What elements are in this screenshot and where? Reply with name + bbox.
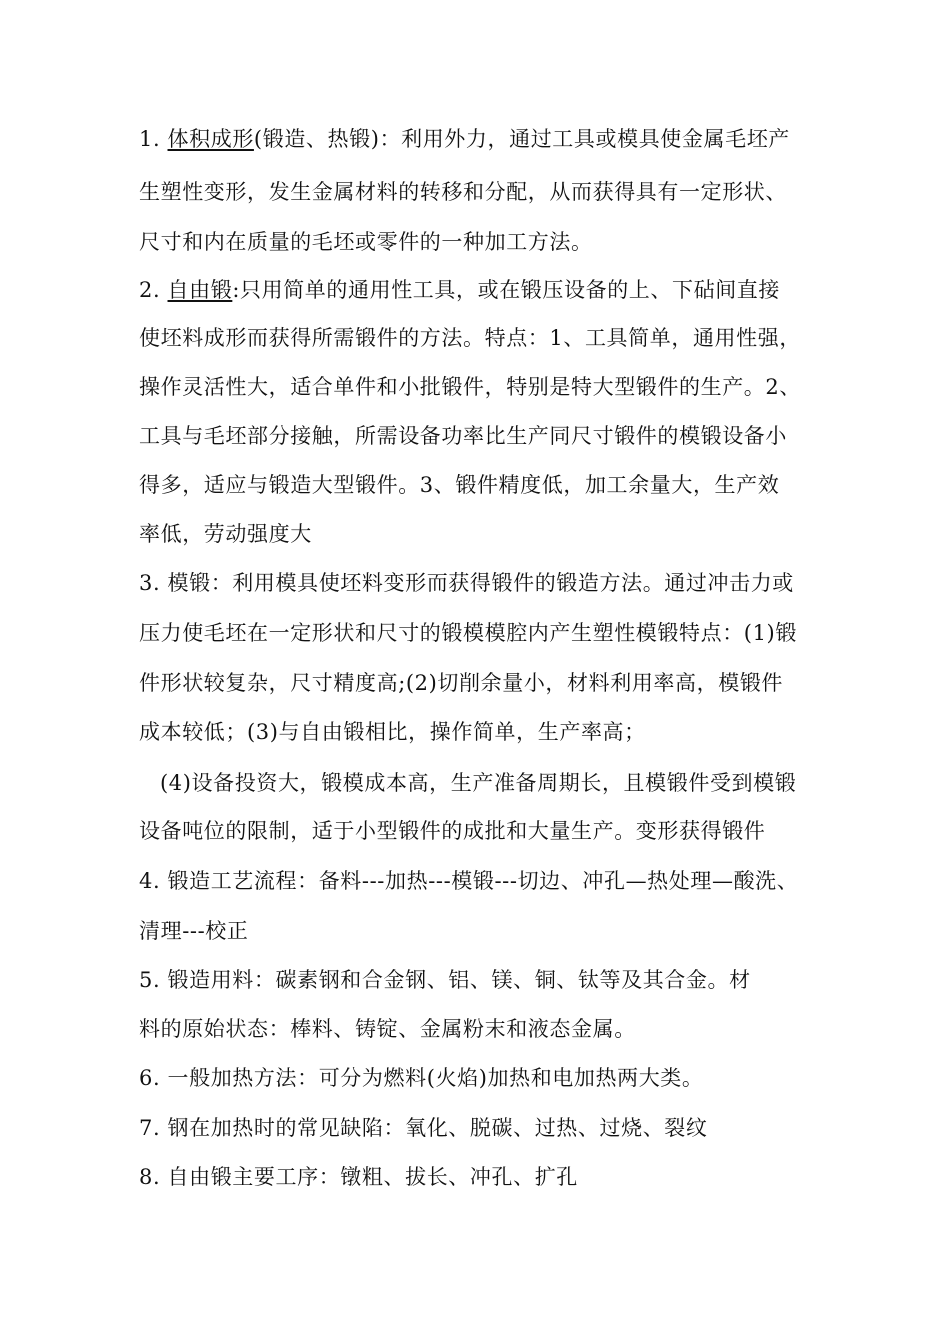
section-3-line-2: 压力使毛坯在一定形状和尺寸的锻模模腔内产生塑性模锻特点：(1)锻 [139, 621, 797, 645]
section-1-prefix: 1. [139, 127, 168, 151]
section-2-line-6: 率低，劳动强度大 [139, 522, 312, 546]
section-3-line-3: 件形状较复杂，尺寸精度高;(2)切削余量小，材料利用率高，模锻件 [139, 671, 784, 695]
section-2-prefix: 2. [139, 278, 168, 302]
section-2-line-3: 操作灵活性大，适合单件和小批锻件，特别是特大型锻件的生产。2、 [139, 375, 801, 399]
section-2-line-1 [139, 275, 829, 305]
section-2-line-5: 得多，适应与锻造大型锻件。3、锻件精度低，加工余量大，生产效 [139, 473, 780, 497]
section-3-line-4: 成本较低；(3)与自由锻相比，操作简单，生产率高； [139, 720, 646, 744]
section-1-term: 体积成形 [167, 127, 254, 151]
section-7-line-1: 7. 钢在加热时的常见缺陷：氧化、脱碳、过热、过烧、裂纹 [139, 1116, 708, 1140]
section-5-line-1: 5. 锻造用料：碳素钢和合金钢、铝、镁、铜、钛等及其合金。材 [139, 968, 751, 992]
section-8-line-1: 8. 自由锻主要工序：镦粗、拔长、冲孔、扩孔 [139, 1165, 578, 1189]
section-3-line-5: (4)设备投资大，锻模成本高，生产准备周期长，且模锻件受到模锻 [160, 771, 797, 795]
section-4-line-2: 清理---校正 [139, 919, 249, 943]
section-5-line-2: 料的原始状态：棒料、铸锭、金属粉末和液态金属。 [139, 1017, 636, 1041]
section-3-line-1: 3. 模锻：利用模具使坯料变形而获得锻件的锻造方法。通过冲击力或 [139, 571, 794, 595]
section-6-line-1: 6. 一般加热方法：可分为燃料(火焰)加热和电加热两大类。 [139, 1066, 704, 1090]
section-2-term: 自由锻 [167, 278, 233, 302]
section-2-line-4: 工具与毛坯部分接触，所需设备功率比生产同尺寸锻件的模锻设备小 [139, 424, 787, 448]
section-4-line-1: 4. 锻造工艺流程：备料---加热---模锻---切边、冲孔—热处理—酸洗、 [139, 869, 799, 893]
section-2-rest: :只用简单的通用性工具，或在锻压设备的上、下砧间直接 [232, 278, 781, 302]
section-1-line-3: 尺寸和内在质量的毛坯或零件的一种加工方法。 [139, 230, 593, 254]
section-2-line-2: 使坯料成形而获得所需锻件的方法。特点：1、工具简单，通用性强， [139, 326, 801, 350]
section-1-rest: (锻造、热锻)：利用外力，通过工具或模具使金属毛坯产 [253, 127, 790, 151]
section-3-line-6: 设备吨位的限制，适于小型锻件的成批和大量生产。变形获得锻件 [139, 819, 766, 843]
section-1-line-1 [139, 124, 829, 154]
section-1-line-2: 生塑性变形，发生金属材料的转移和分配，从而获得具有一定形状、 [139, 180, 787, 204]
